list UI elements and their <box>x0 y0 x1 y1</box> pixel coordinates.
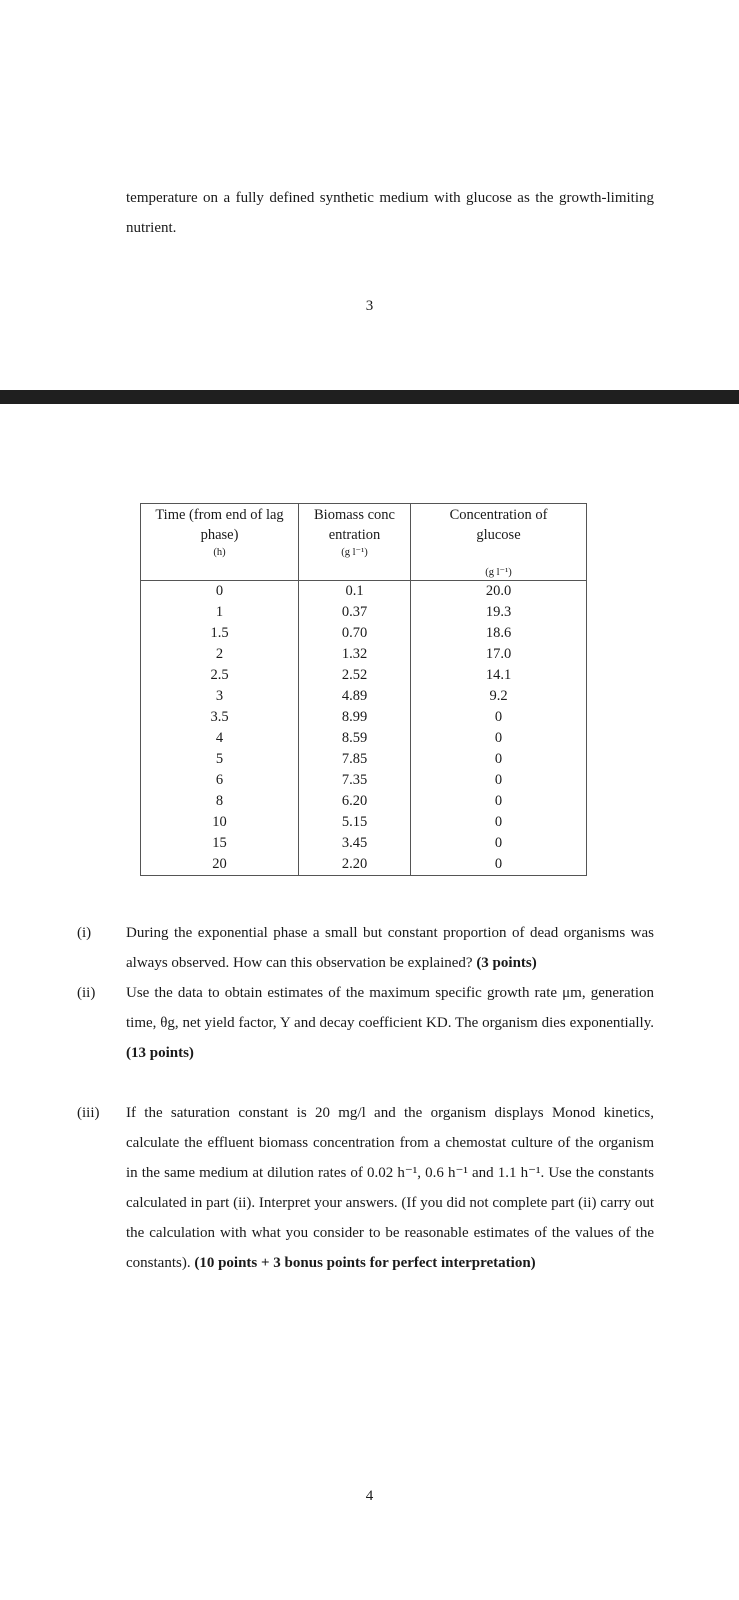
header-unit: (h) <box>213 547 226 558</box>
glucose-cell: 0 <box>411 812 587 833</box>
question-number: (iii) <box>77 1105 100 1121</box>
glucose-cell: 0 <box>411 749 587 770</box>
time-cell: 4 <box>141 728 299 749</box>
biomass-cell: 5.15 <box>299 812 411 833</box>
question-text <box>126 978 654 1068</box>
header-biomass <box>299 504 411 581</box>
table-row <box>141 707 587 728</box>
table-row <box>141 686 587 707</box>
time-cell: 2 <box>141 644 299 665</box>
intro-paragraph: temperature on a fully defined synthetic medium with glucose as the growth-limiting nutrient. <box>126 190 654 236</box>
header-unit: (g l⁻¹) <box>341 547 368 558</box>
header-label: Time (from end of lag phase) <box>155 507 284 543</box>
biomass-cell: 8.99 <box>299 707 411 728</box>
header-time <box>141 504 299 581</box>
page-number: 3 <box>365 298 374 314</box>
biomass-cell: 2.20 <box>299 854 411 876</box>
glucose-cell: 14.1 <box>411 665 587 686</box>
glucose-cell: 0 <box>411 854 587 876</box>
table-row <box>141 770 587 791</box>
glucose-cell: 0 <box>411 791 587 812</box>
biomass-cell: 3.45 <box>299 833 411 854</box>
glucose-cell: 0 <box>411 833 587 854</box>
growth-data-table <box>140 503 587 876</box>
table-header-row <box>141 504 587 581</box>
header-label: Concentration of glucose <box>449 507 548 543</box>
biomass-cell: 7.35 <box>299 770 411 791</box>
glucose-cell: 17.0 <box>411 644 587 665</box>
biomass-cell: 1.32 <box>299 644 411 665</box>
glucose-cell: 0 <box>411 728 587 749</box>
question-body: During the exponential phase a small but constant proportion of dead organisms was always observed. How can this observation be explained? <box>126 925 654 971</box>
question-text <box>126 918 654 978</box>
question-points: (3 points) <box>476 955 537 971</box>
biomass-cell: 6.20 <box>299 791 411 812</box>
glucose-cell: 0 <box>411 707 587 728</box>
glucose-cell: 9.2 <box>411 686 587 707</box>
table-row <box>141 833 587 854</box>
time-cell: 1.5 <box>141 623 299 644</box>
page-number: 4 <box>365 1488 374 1504</box>
time-cell: 3.5 <box>141 707 299 728</box>
question-points: (10 points + 3 bonus points for perfect interpretation) <box>194 1255 536 1271</box>
glucose-cell: 19.3 <box>411 602 587 623</box>
header-unit: (g l⁻¹) <box>485 567 512 578</box>
table-row <box>141 854 587 876</box>
time-cell: 15 <box>141 833 299 854</box>
table-row <box>141 602 587 623</box>
page-break-divider <box>0 390 739 404</box>
time-cell: 8 <box>141 791 299 812</box>
biomass-cell: 8.59 <box>299 728 411 749</box>
time-cell: 2.5 <box>141 665 299 686</box>
table-row <box>141 644 587 665</box>
time-cell: 6 <box>141 770 299 791</box>
time-cell: 10 <box>141 812 299 833</box>
table-row <box>141 749 587 770</box>
time-cell: 3 <box>141 686 299 707</box>
table-row <box>141 728 587 749</box>
table-row <box>141 812 587 833</box>
table-row <box>141 581 587 603</box>
biomass-cell: 2.52 <box>299 665 411 686</box>
question-body: If the saturation constant is 20 mg/l and the organism displays Monod kinetics, calculate the effluent biomass concentration from a chemostat culture of the organism in the same medium at dilution rates of 0.02 h⁻¹, 0.6 h⁻¹ and 1.1 h⁻¹. Use the constants calculated in part (ii). Interpret your answers. (If you did not complete part (ii) carry out the calculation with what you consider to be reasonable estimates of the values of the constants). <box>126 1105 654 1271</box>
time-cell: 20 <box>141 854 299 876</box>
biomass-cell: 7.85 <box>299 749 411 770</box>
biomass-cell: 0.37 <box>299 602 411 623</box>
time-cell: 1 <box>141 602 299 623</box>
biomass-cell: 4.89 <box>299 686 411 707</box>
question-points: (13 points) <box>126 1045 194 1061</box>
question-text <box>126 1098 654 1278</box>
question-number: (ii) <box>77 985 96 1001</box>
time-cell: 0 <box>141 581 299 603</box>
header-glucose <box>411 504 587 581</box>
table-row <box>141 623 587 644</box>
question-body: Use the data to obtain estimates of the maximum specific growth rate μm, generation time, θg, net yield factor, Y and decay coefficient KD. The organism dies exponentially. <box>126 985 654 1031</box>
question-number: (i) <box>77 925 92 941</box>
glucose-cell: 0 <box>411 770 587 791</box>
table-row <box>141 791 587 812</box>
biomass-cell: 0.70 <box>299 623 411 644</box>
glucose-cell: 18.6 <box>411 623 587 644</box>
table-row <box>141 665 587 686</box>
header-label: Biomass concentration <box>314 507 395 543</box>
biomass-cell: 0.1 <box>299 581 411 603</box>
glucose-cell: 20.0 <box>411 581 587 603</box>
time-cell: 5 <box>141 749 299 770</box>
